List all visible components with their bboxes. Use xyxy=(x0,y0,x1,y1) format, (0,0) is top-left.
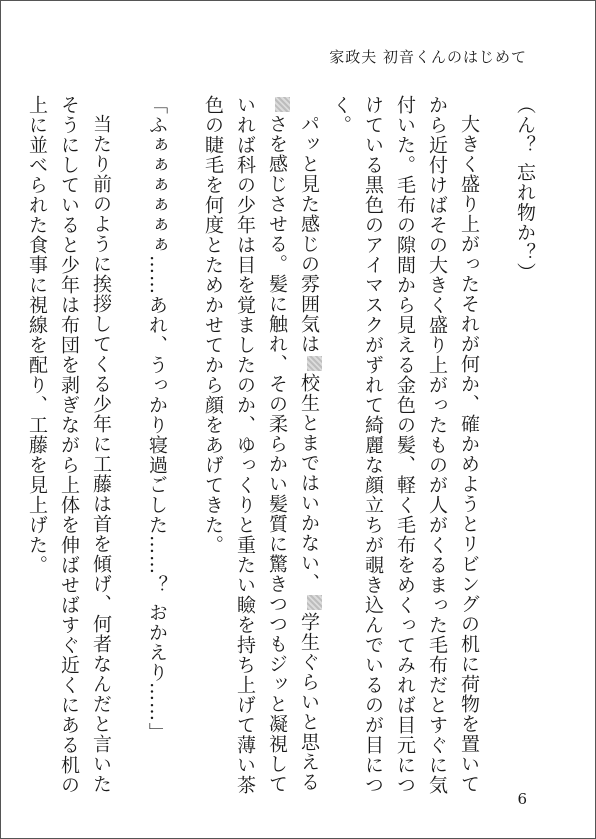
thought-line: （ん？ 忘れ物か？） xyxy=(514,95,536,283)
paragraph-2-part-c: 学生ぐらいと思える xyxy=(298,612,320,792)
paragraph-2-part-a: パッと見た感じの雰囲気は xyxy=(298,114,320,354)
paragraph-gap xyxy=(485,95,509,795)
paragraph-gap xyxy=(117,95,141,795)
paragraph-2-part-d: さを感じさせる。髪に触れ、その柔らかい髪質に驚きつつもジッと凝視していれば科の少年は目を覚ましたのか、ゆっくりと重たい瞼を持ち上げて薄い茶色の睫毛を何度とためかせてから顔をあげてきた。 xyxy=(202,95,288,795)
censor-mark xyxy=(275,97,290,112)
vertical-text-body xyxy=(26,95,541,795)
paragraph-2-part-b: 校生とまではいかない、 xyxy=(298,373,320,593)
running-header: 家政夫 初音くんのはじめて xyxy=(329,48,527,66)
dialogue-quote: 「ふぁぁぁぁぁぁ……あれ、うっかり寝過ごした……？ おかえり……」 xyxy=(146,95,168,743)
paragraph-1: 大きく盛り上がったそれが何か、確かめようとリビングの机に荷物を置いてから近付けばその大きく盛り上がったものが人がくるまった毛布だとすぐに気付いた。毛布の隙間から見える金色の髪、軽く毛布をめくってみれば目元につけている黒色のアイマスクがずれて綺麗な顔立ちが覗き込んでいるのが目につく。 xyxy=(330,95,480,795)
censor-mark xyxy=(307,356,322,371)
paragraph-3: 当たり前のように挨拶してくる少年に工藤は首を傾げ、何者なんだと言いたそうにしていると少年は布団を剥ぎながら上体を伸ばせばすぐ近くにある机の上に並べられた食事に視線を配り、工藤を見上げた。 xyxy=(26,95,112,795)
censor-mark xyxy=(307,595,322,610)
page-number: 6 xyxy=(517,790,527,808)
paragraph-2 xyxy=(197,95,325,795)
paragraph-gap xyxy=(173,95,197,795)
